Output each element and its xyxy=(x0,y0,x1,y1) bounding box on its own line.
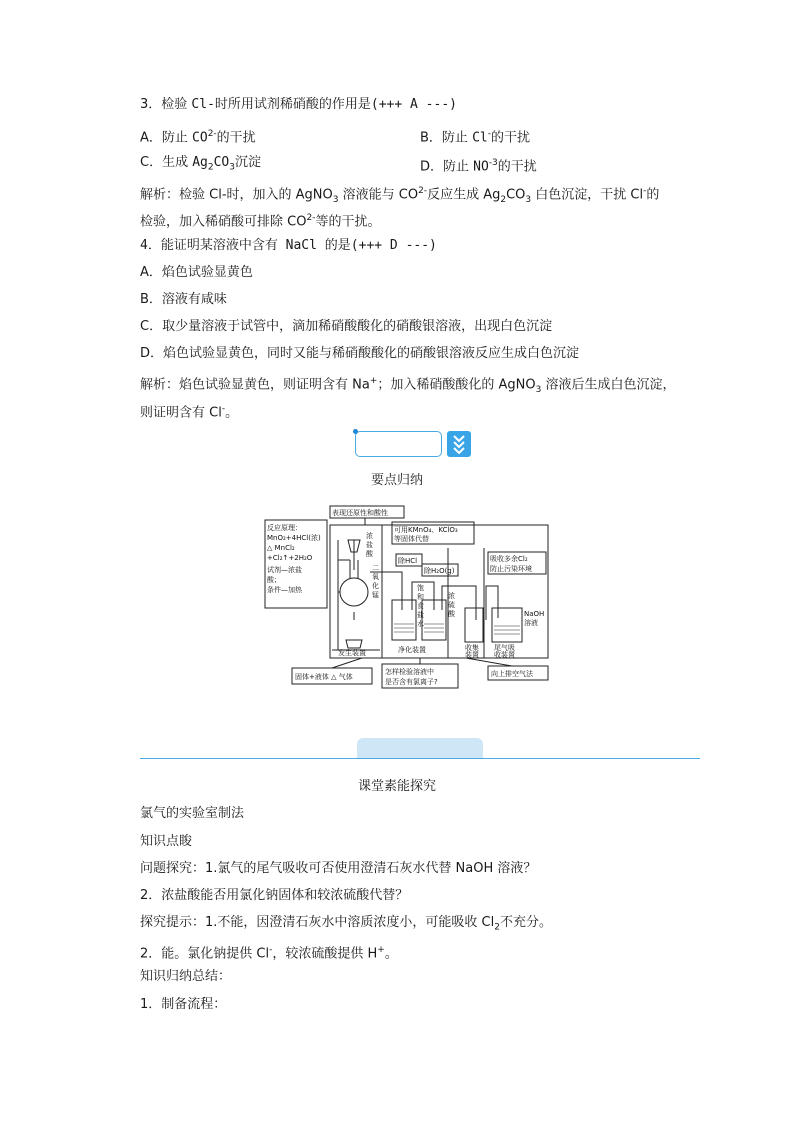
q3-option-c-label: C．生成 xyxy=(140,155,193,170)
q3-option-b-formula: Cl xyxy=(472,130,488,146)
diagram-bottom-1: 固体+液体 △ 气体 xyxy=(295,673,353,681)
q3-option-d-text: 的干扰 xyxy=(497,159,537,175)
q3-option-a-text: 的干扰 xyxy=(216,130,256,146)
q4-analysis-line-2 xyxy=(140,400,238,422)
diagram-alt-label-2: 等固体代替 xyxy=(394,535,429,543)
diagram-pur-label: 净化装置 xyxy=(398,646,426,654)
diagram-h2so4-2: 硫 xyxy=(448,601,455,609)
section-tag-dot xyxy=(353,429,358,434)
diagram-top-label: 表现还原性和酸性 xyxy=(332,509,388,517)
diagram-salt-2: 和 xyxy=(417,593,424,601)
q3-analysis-f: 反应生成 Ag xyxy=(427,187,501,203)
diagram-remove-h2o: 除H₂O(g) xyxy=(424,567,455,575)
q3-analysis-line-1 xyxy=(140,182,659,209)
q3-analysis-h: CO xyxy=(506,187,526,203)
q4-option-a: A．焰色试验显黄色 xyxy=(140,265,253,280)
diagram-gen-label: 发生装置 xyxy=(338,649,366,657)
q3-option-c-text: 沉淀 xyxy=(235,155,262,170)
diagram-alt-label-1: 可用KMnO₄、KClO₃ xyxy=(394,526,458,534)
q4-analysis-line-1 xyxy=(140,372,676,399)
q4-option-d: D．焰色试验显黄色，同时又能与稀硝酸酸化的硝酸银溶液反应生成白色沉淀 xyxy=(140,346,580,361)
hint-2-sup-1: - xyxy=(269,945,273,955)
diagram-bottom-2a: 怎样检验溶液中 xyxy=(385,668,434,676)
q3-stem-text-2: -时所用试剂稀硝酸的作用是(+++ A ---) xyxy=(207,97,457,112)
summary-label: 知识归纳总结： xyxy=(140,969,232,984)
hint-2-sup-2: + xyxy=(377,945,385,955)
q3-option-c-sub1: 2 xyxy=(207,162,214,173)
diagram-principle-1: 反应原理： xyxy=(267,524,302,532)
double-chevron-down-icon xyxy=(447,431,471,457)
inquiry-2: 2．浓盐酸能否用氯化钠固体和较浓硫酸代替？ xyxy=(140,888,409,903)
diagram-remove-hcl: 除HCl xyxy=(398,557,418,565)
section2-title: 课堂素能探究 xyxy=(357,779,436,794)
q3-analysis-c: 3 xyxy=(332,194,339,205)
q4-option-b: B．溶液有咸味 xyxy=(140,292,227,307)
diagram-bottom-3: 向上排空气法 xyxy=(491,670,533,678)
diagram-tail-1: 尾气吸 xyxy=(494,644,515,652)
diagram-absorb-1: 吸收多余Cl₂ xyxy=(490,555,528,563)
diagram-principle-2: MnO₂+4HCl(浓) xyxy=(267,534,321,542)
topic-heading: 氯气的实验室制法 xyxy=(140,806,245,821)
diagram-mno2-1: 二 xyxy=(372,564,379,572)
flow-label: 1．制备流程： xyxy=(140,997,227,1012)
q3-option-a xyxy=(140,125,256,147)
diagram-principle-3: △ MnCl₂ xyxy=(267,544,295,552)
q3-analysis-2b: 2- xyxy=(306,213,316,223)
q3-option-a-charge: 2- xyxy=(207,129,217,139)
diagram-principle-7: 条件—加热 xyxy=(267,586,302,594)
q3-option-d-charge: -3 xyxy=(488,158,498,168)
q3-option-a-label: A．防止 xyxy=(140,130,193,146)
q4-analysis-c: ；加入稀硝酸酸化的 AgNO xyxy=(377,377,536,393)
q3-option-a-formula: CO xyxy=(192,130,208,146)
diagram-tail-2: 收装置 xyxy=(494,651,515,659)
q3-analysis-k: - xyxy=(643,186,647,196)
q4-analysis-a: 解析：焰色试验显黄色，则证明含有 Na xyxy=(140,377,370,393)
q4-analysis-2b: - xyxy=(221,404,226,414)
q3-stem xyxy=(140,96,457,114)
diagram-acid-2: 盐 xyxy=(366,541,373,549)
hint-2-text-3: 。 xyxy=(384,946,398,962)
diagram-salt-1: 饱 xyxy=(417,584,424,592)
diagram-col-2: 装置 xyxy=(465,651,479,659)
q3-analysis-line-2 xyxy=(140,209,380,231)
hint-1-text: 探究提示：1.不能，因澄清石灰水中溶质浓度小，可能吸收 Cl xyxy=(140,915,495,930)
diagram-acid-1: 浓 xyxy=(366,532,373,540)
q3-analysis-2c: 等的干扰。 xyxy=(315,214,381,230)
q3-option-c xyxy=(140,154,261,177)
q3-option-d-formula: NO xyxy=(473,159,489,175)
q3-option-d-label: D．防止 xyxy=(420,159,474,175)
q3-option-b-text: 的干扰 xyxy=(490,130,530,146)
q3-analysis-j: 白色沉淀，干扰 Cl xyxy=(531,187,644,203)
section-header-tab xyxy=(357,738,483,758)
hint-1 xyxy=(140,914,552,937)
section-divider xyxy=(140,758,700,759)
q3-analysis-a: 解析：检验 Cl xyxy=(140,187,222,203)
q4-stem: 4．能证明某溶液中含有 NaCl 的是(+++ D ---) xyxy=(140,238,437,253)
hint-2-text: 2．能。氯化钠提供 Cl xyxy=(140,946,270,962)
diagram-naoh-2: 溶液 xyxy=(524,619,538,627)
diagram-bottom-2b: 是否含有氯离子? xyxy=(385,678,438,686)
q3-analysis-g: 2 xyxy=(500,194,507,205)
q3-analysis-d: 溶液能与 CO xyxy=(338,187,419,203)
summary-title: 要点归纳 xyxy=(370,473,423,488)
diagram-mno2-2: 氧 xyxy=(372,573,379,581)
chlorine-apparatus-diagram xyxy=(262,500,562,692)
section-tag-frame xyxy=(355,431,442,457)
knowledge-point: 知识点睃 xyxy=(140,834,193,849)
diagram-principle-6: 酸； xyxy=(267,576,281,584)
q3-option-c-co: CO xyxy=(213,155,230,170)
q4-analysis-b: + xyxy=(369,376,378,386)
apparatus-frame xyxy=(330,525,548,658)
q3-stem-cl: Cl xyxy=(191,97,208,112)
q3-option-b-label: B．防止 xyxy=(420,130,473,146)
diagram-mno2-4: 锰 xyxy=(372,591,379,599)
q3-option-c-ag: Ag xyxy=(192,155,208,170)
diagram-naoh-1: NaOH xyxy=(524,610,545,618)
diagram-principle-5: 试剂—浓盐 xyxy=(267,566,302,574)
hint-2-text-2: ，较浓硫酸提供 H xyxy=(272,946,378,962)
q4-analysis-e: 溶液后生成白色沉淀， xyxy=(541,377,676,393)
q3-analysis-2a: 检验，加入稀硝酸可排除 CO xyxy=(140,214,307,230)
diagram-h2so4-3: 酸 xyxy=(448,610,455,618)
diagram-salt-3: 食 xyxy=(417,602,424,610)
q3-option-b xyxy=(420,125,530,147)
diagram-absorb-2: 防止污染环境 xyxy=(490,565,532,573)
q4-option-c: C．取少量溶液于试管中，滴加稀硝酸酸化的硝酸银溶液，出现白色沉淀 xyxy=(140,319,553,334)
q4-analysis-2a: 则证明含有 Cl xyxy=(140,405,222,421)
inquiry-1: 问题探究：1.氯气的尾气吸收可否使用澄清石灰水代替 NaOH 溶液？ xyxy=(140,861,537,876)
diagram-salt-4: 盐 xyxy=(417,611,424,619)
diagram-mno2-3: 化 xyxy=(372,582,379,590)
q4-analysis-2c: 。 xyxy=(225,405,239,421)
q3-analysis-b: -时，加入的 AgNO xyxy=(221,187,333,203)
q3-analysis-i: 3 xyxy=(525,194,532,205)
diagram-acid-3: 酸 xyxy=(366,550,373,558)
hint-1-text-2: 不充分。 xyxy=(499,915,552,930)
hint-2 xyxy=(140,941,398,963)
q3-analysis-e: 2- xyxy=(418,186,428,196)
q3-option-c-sub2: 3 xyxy=(229,162,235,173)
q3-analysis-l: 的 xyxy=(646,187,660,203)
diagram-h2so4-1: 浓 xyxy=(448,592,455,600)
q3-option-d xyxy=(420,154,537,176)
q3-stem-text: 3．检验 xyxy=(140,97,192,112)
q3-option-b-charge: - xyxy=(487,129,491,139)
diagram-salt-5: 水 xyxy=(417,620,424,628)
q4-analysis-d: 3 xyxy=(535,384,542,395)
diagram-principle-4: +Cl₂↑+2H₂O xyxy=(267,554,313,562)
hint-1-sub: 2 xyxy=(494,922,500,933)
diagram-col-1: 收集 xyxy=(465,644,479,652)
